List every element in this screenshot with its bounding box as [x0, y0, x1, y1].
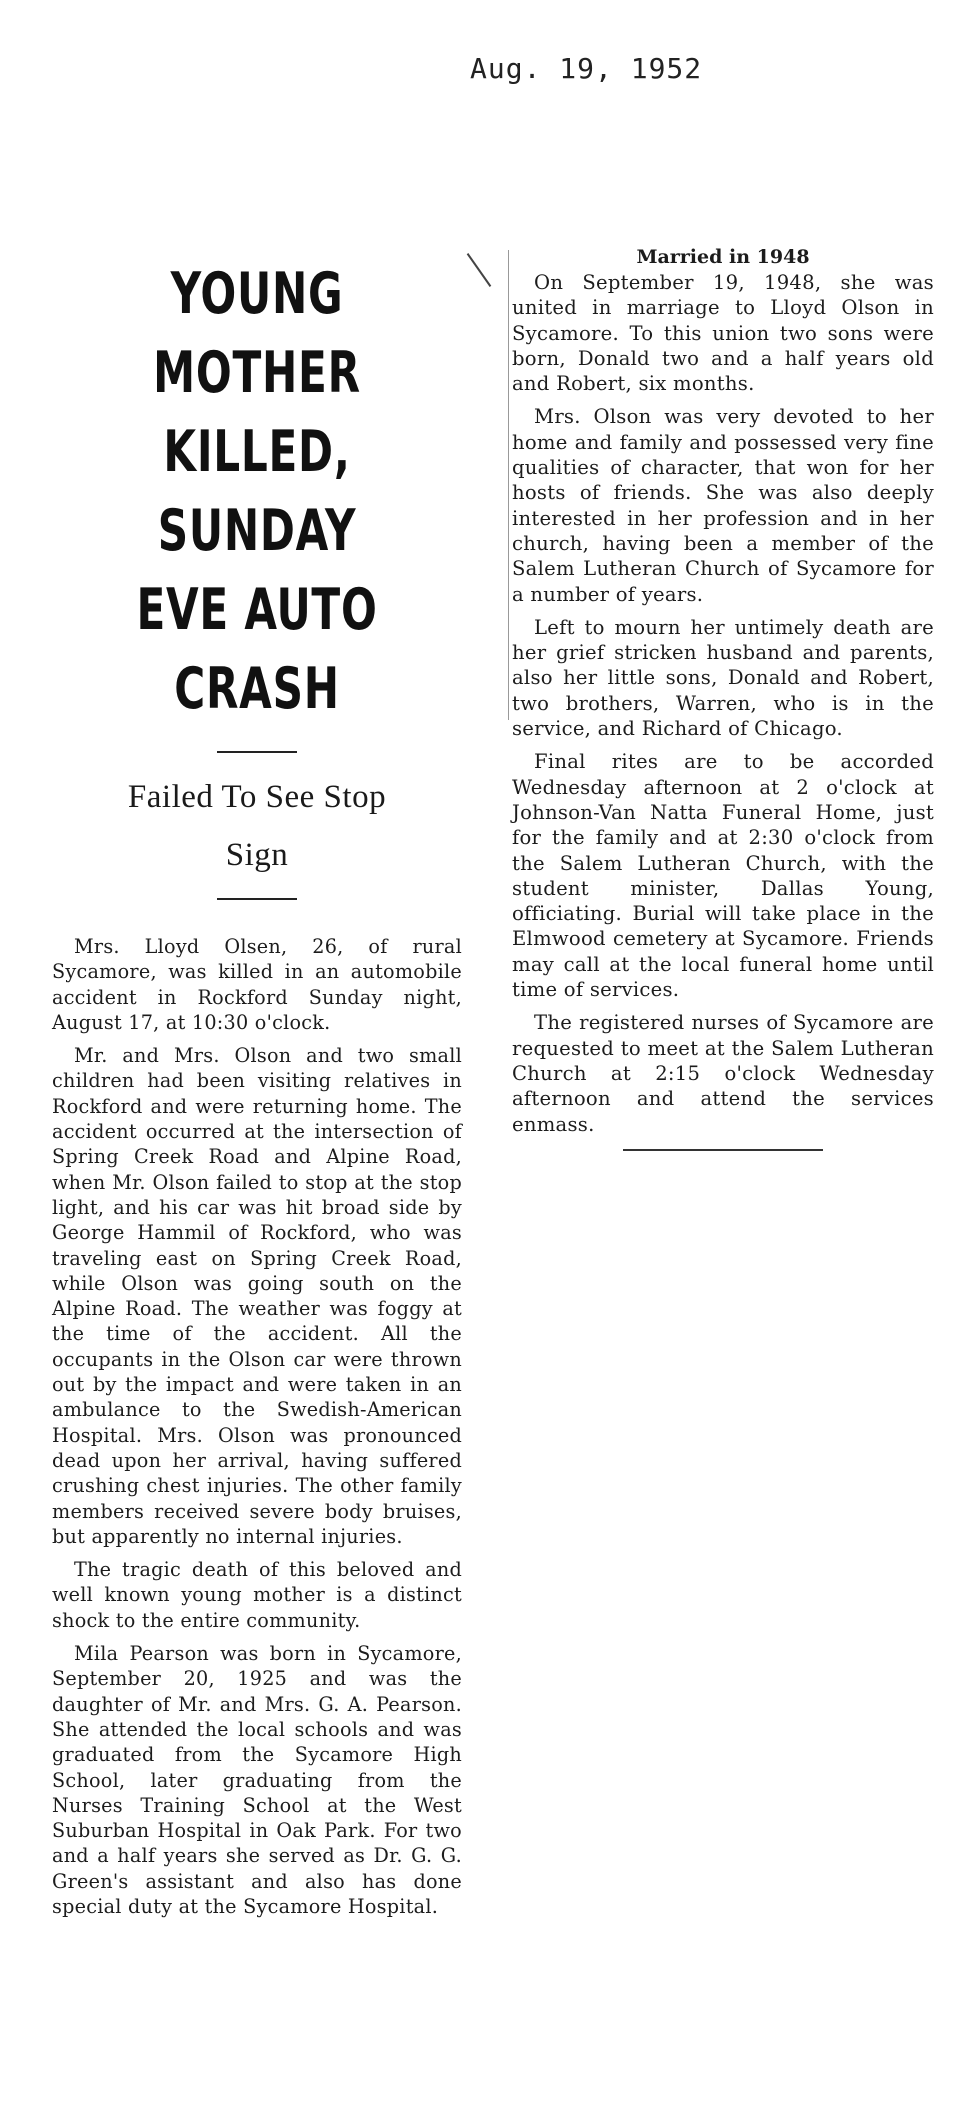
headline-line-1: YOUNG MOTHER	[153, 261, 361, 406]
article-paragraph: The registered nurses of Sycamore are requested to meet at the Salem Lutheran Church at 2:15 o'clock Wednesday afternoon and attend the services enmass.	[512, 1011, 934, 1136]
subheadline-rule	[217, 898, 297, 900]
article-paragraph: On September 19, 1948, she was united in marriage to Lloyd Olson in Sycamore. To this union two sons were born, Donald two and a half years old and Robert, six months.	[512, 271, 934, 396]
column-divider	[508, 250, 509, 720]
clipping-date: Aug. 19, 1952	[470, 52, 703, 85]
section-heading: Married in 1948	[636, 246, 810, 268]
subheadline-line-1: Failed To See Stop	[127, 779, 387, 815]
article-paragraph: Mrs. Olson was very devoted to her home and family and possessed very fine qualities of character, that won for her hosts of friends. She was also deeply interested in her profession and in her church, having been a member of the Salem Lutheran Church of Sycamore for a number of years.	[512, 405, 934, 606]
headline	[65, 255, 450, 729]
subheadline	[52, 768, 462, 884]
article-paragraph: Final rites are to be accorded Wednesday afternoon at 2 o'clock at Johnson-Van Natta Funeral Home, just for the family and at 2:30 o'clock from the Salem Lutheran Church, with the student minister, Dallas Young, officiating. Burial will take place in the Elmwood cemetery at Sycamore. Friends may call at the local funeral home until time of services.	[512, 750, 934, 1002]
headline-rule	[217, 751, 297, 753]
article-paragraph: Left to mourn her untimely death are her grief stricken husband and parents, also her little sons, Donald and Robert, two brothers, Warren, who is in the service, and Richard of Chicago.	[512, 615, 934, 741]
left-body	[52, 934, 462, 1919]
article-paragraph: The tragic death of this beloved and well known young mother is a distinct shock to the entire community.	[52, 1558, 462, 1632]
left-column	[52, 255, 462, 1919]
article-paragraph: Mila Pearson was born in Sycamore, September 20, 1925 and was the daughter of Mr. and Mrs. G. A. Pearson. She attended the local schools and was graduated from the Sycamore High School, later graduating from the Nurses Training School at the West Suburban Hospital in Oak Park. For two and a half years she served as Dr. G. G. Green's assistant and also has done special duty at the Sycamore Hospital.	[52, 1642, 462, 1918]
right-column	[512, 246, 934, 1151]
article-paragraph: Mr. and Mrs. Olson and two small children had been visiting relatives in Rockford and were returning home. The accident occurred at the intersection of Spring Creek Road and Alpine Road, when Mr. Olson failed to stop at the stop light, and his car was hit broad side by George Hammil of Rockford, who was traveling east on Spring Creek Road, while Olson was going south on the Alpine Road. The weather was foggy at the time of the accident. All the occupants in the Olson car were thrown out by the impact and were taken in an ambulance to the Swedish-American Hospital. Mrs. Olson was pronounced dead upon her arrival, having suffered crushing chest injuries. The other family members received severe body bruises, but apparently no internal injuries.	[52, 1044, 462, 1548]
article-paragraph: Mrs. Lloyd Olsen, 26, of rural Sycamore, was killed in an automobile accident in Rockford Sunday night, August 17, at 10:30 o'clock.	[52, 935, 462, 1034]
headline-line-3: EVE AUTO CRASH	[136, 577, 378, 722]
headline-line-2: KILLED, SUNDAY	[157, 419, 357, 564]
pen-mark	[467, 253, 492, 287]
subheadline-line-2: Sign	[225, 837, 289, 873]
end-rule	[623, 1149, 823, 1151]
right-body	[512, 270, 934, 1137]
